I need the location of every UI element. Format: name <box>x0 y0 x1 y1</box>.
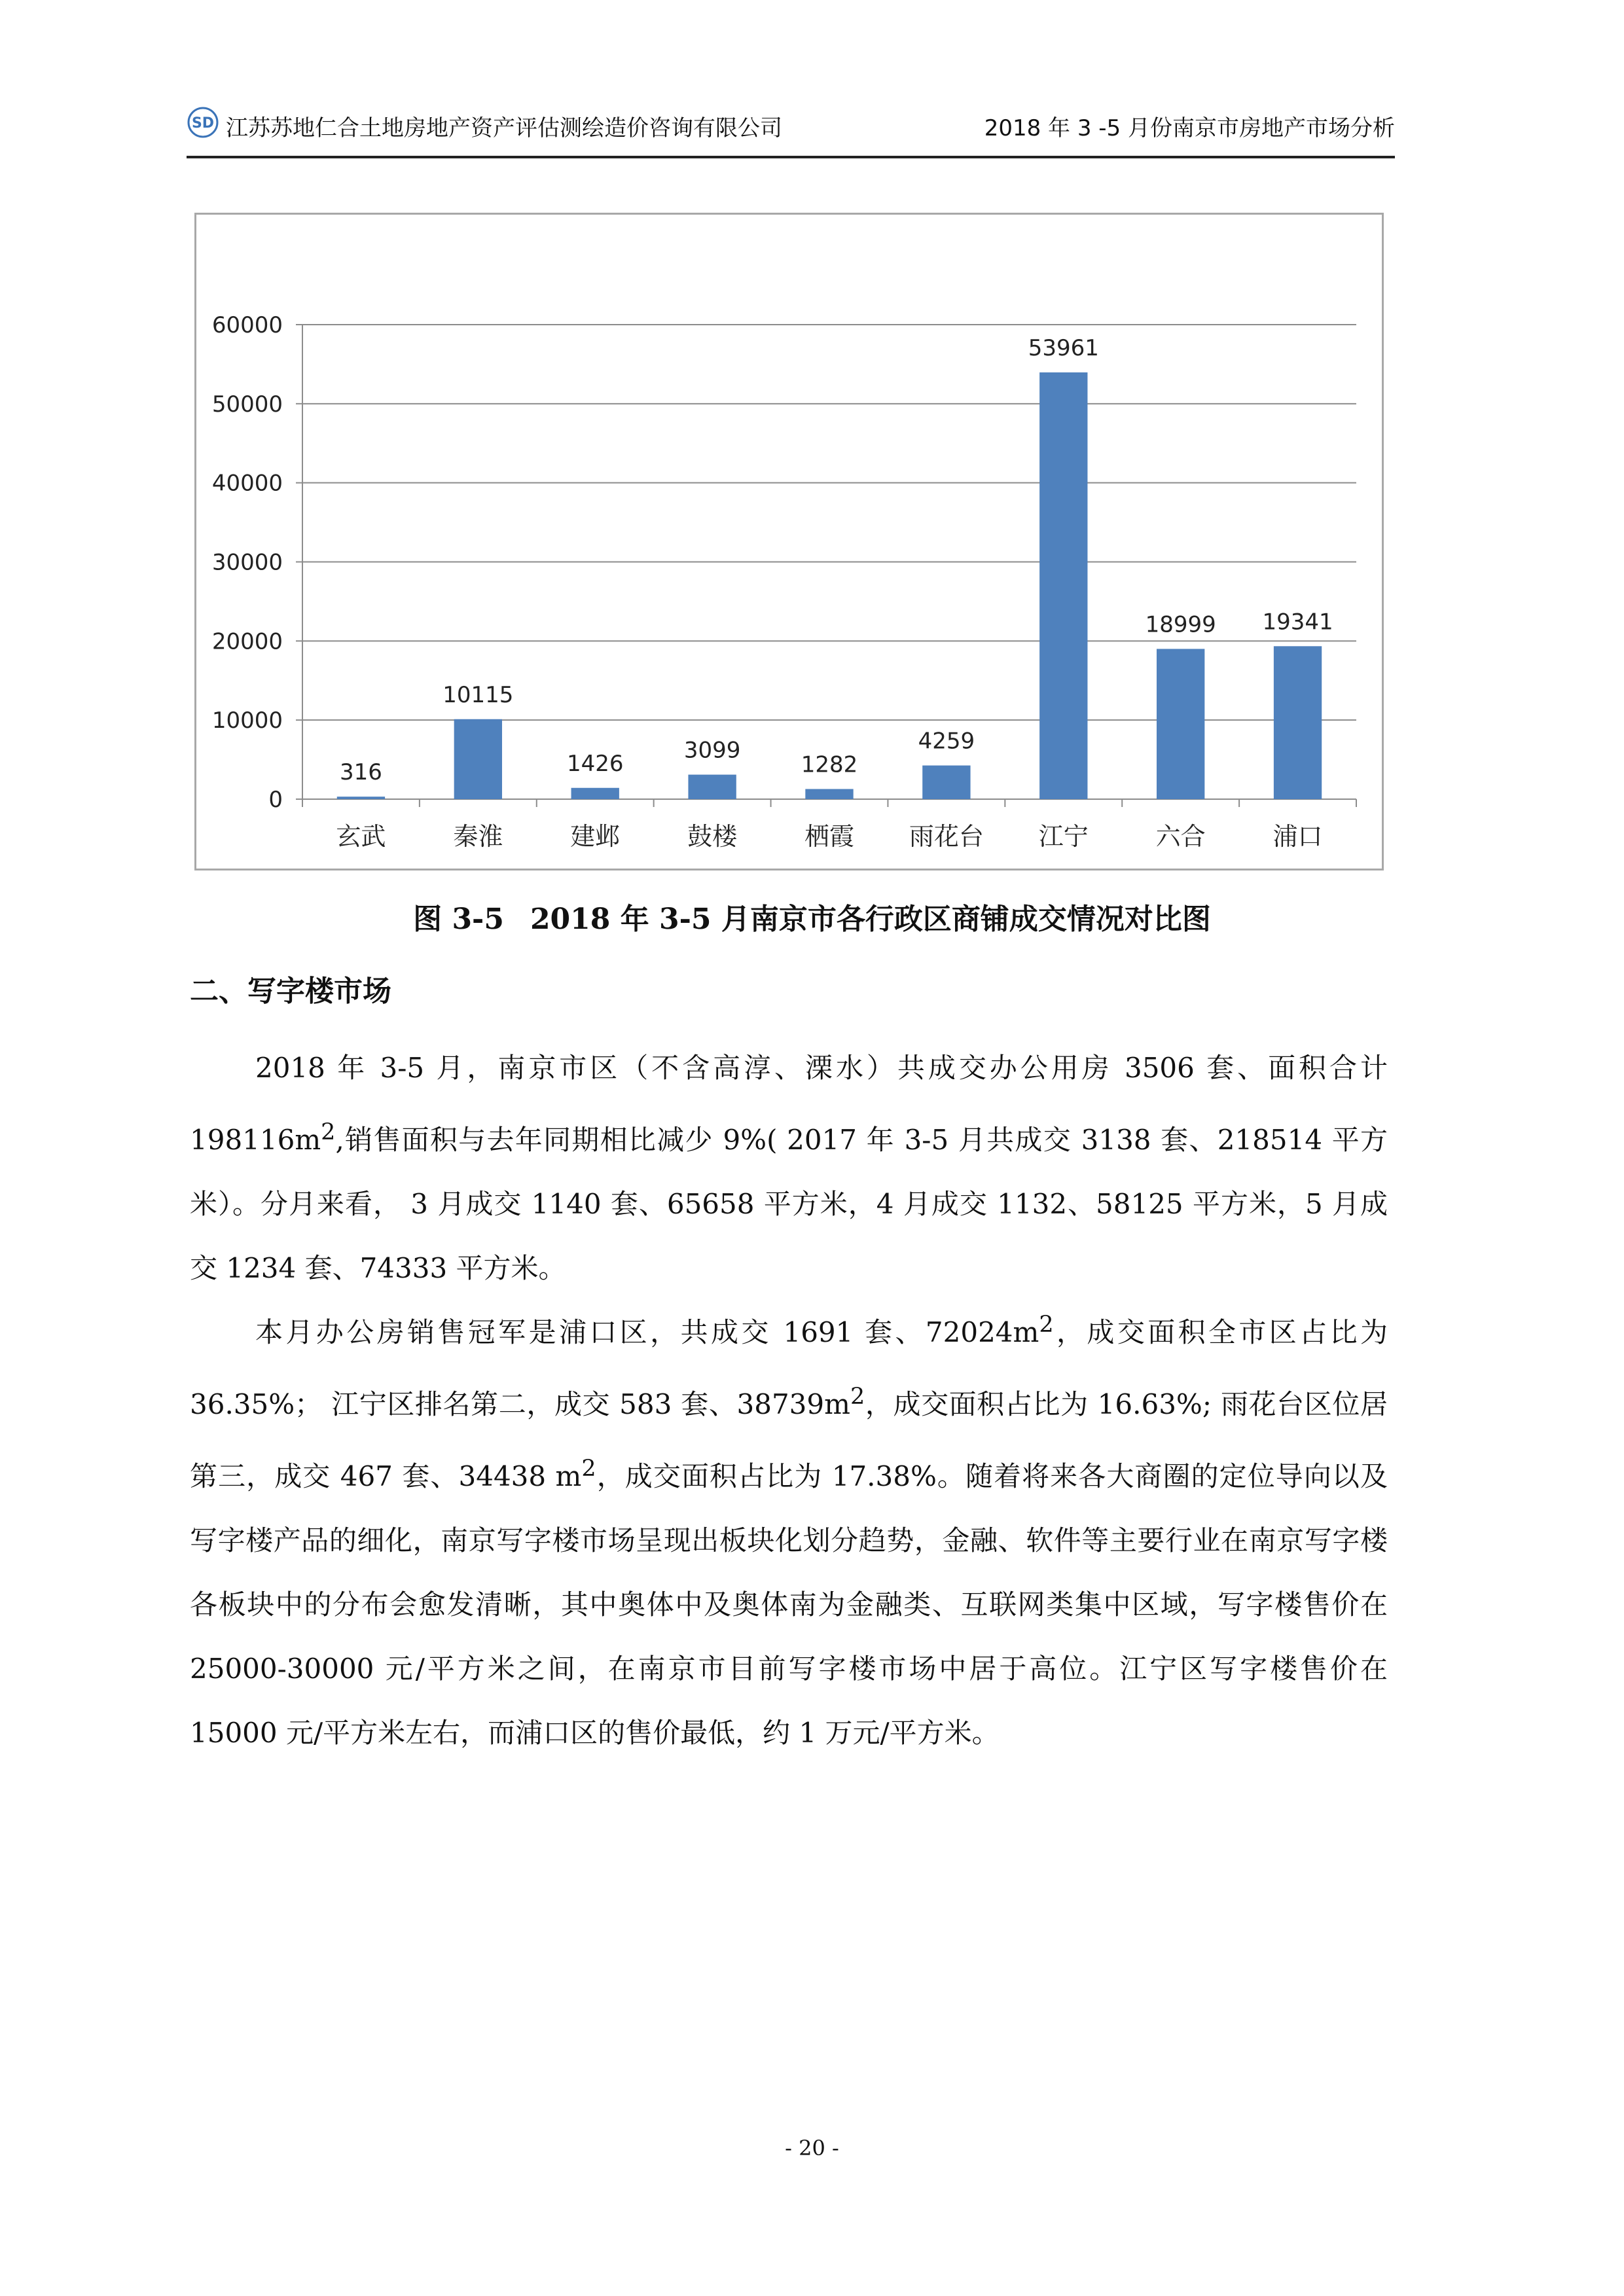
bar <box>454 719 502 799</box>
y-tick-label: 40000 <box>211 470 283 497</box>
section-heading: 二、写字楼市场 <box>190 975 391 1008</box>
page-number: - 20 - <box>785 2136 839 2161</box>
x-tick-label: 六合 <box>1155 822 1206 851</box>
x-tick-label: 鼓楼 <box>687 822 738 851</box>
bar <box>805 789 853 799</box>
superscript: 2 <box>581 1456 596 1482</box>
bar <box>571 788 619 799</box>
x-tick-label: 秦淮 <box>453 822 503 851</box>
data-label: 53961 <box>1028 334 1099 361</box>
bar <box>337 797 385 799</box>
superscript: 2 <box>850 1384 865 1410</box>
x-tick-label: 江宁 <box>1038 822 1089 851</box>
bar <box>1274 646 1322 799</box>
x-tick-label: 雨花台 <box>909 822 984 851</box>
data-label: 19341 <box>1262 609 1333 636</box>
figure-caption-text: 2018 年 3-5 月南京市各行政区商铺成交情况对比图 <box>530 903 1211 936</box>
logo-text: SD <box>191 115 215 132</box>
bar-chart <box>196 215 1382 869</box>
paragraph-2 <box>190 1293 1388 1765</box>
data-label: 18999 <box>1145 611 1216 638</box>
header-divider <box>187 156 1395 158</box>
x-tick-label: 建邺 <box>570 822 621 851</box>
data-label: 10115 <box>442 681 514 708</box>
data-label: 1282 <box>801 751 858 778</box>
paragraph-1-text-b: ,销售面积与去年同期相比减少 9%( 2017 年 3-5 月共成交 3138 套、218514 平方米）。分月来看， 3 月成交 1140 套、65658 平方米，4 月成交 1132、58125 平方米，5 月成交 1234 套、74333 平方米。 <box>190 1124 1388 1284</box>
figure-number: 图 3-5 <box>413 903 504 936</box>
y-tick-label: 60000 <box>211 312 283 338</box>
data-label: 3099 <box>683 737 741 764</box>
bar-chart-frame <box>194 213 1384 870</box>
bar <box>688 775 736 799</box>
bar <box>1039 372 1087 799</box>
superscript: 2 <box>1039 1312 1054 1338</box>
paragraph-1 <box>190 1036 1388 1300</box>
y-tick-label: 0 <box>268 787 283 813</box>
y-tick-label: 50000 <box>211 391 283 418</box>
figure-caption <box>0 895 1624 937</box>
company-name: 江苏苏地仁合土地房地产资产评估测绘造价咨询有限公司 <box>226 115 782 141</box>
paragraph-2-text-b: ，成交面积全市区占比为 36.35%； 江宁区排名第二，成交 583 套、38739m <box>190 1316 1388 1420</box>
y-tick-label: 10000 <box>211 708 283 734</box>
y-tick-label: 20000 <box>211 628 283 655</box>
data-label: 4259 <box>918 728 975 755</box>
x-tick-label: 浦口 <box>1272 822 1323 851</box>
bar <box>922 766 970 799</box>
superscript: 2 <box>321 1119 336 1145</box>
x-tick-label: 栖霞 <box>804 822 855 851</box>
report-title: 2018 年 3 -5 月份南京市房地产市场分析 <box>984 115 1395 141</box>
data-label: 316 <box>339 759 382 786</box>
paragraph-2-text-c: ，成交面积占比为 16.63%; 雨花台区位居第三，成交 467 套、34438 m <box>190 1388 1388 1492</box>
page-header <box>187 103 1395 151</box>
paragraph-1-text-a: 2018 年 3-5 月，南京市区（不含高淳、溧水）共成交办公用房 3506 套、面积合计 198116m <box>190 1052 1388 1156</box>
chart-bars <box>337 372 1322 799</box>
company-logo-icon <box>187 106 219 139</box>
paragraph-2-text-d: ，成交面积占比为 17.38%。随着将来各大商圈的定位导向以及写字楼产品的细化，南京写字楼市场呈现出板块化划分趋势，金融、软件等主要行业在南京写字楼各板块中的分布会愈发清晰，其中奥体中及奥体南为金融类、互联网类集中区域，写字楼售价在 25000-30000 元/平方米之间，在南京市目前写字楼市场中居于高位。江宁区写字楼售价在 15000 元/平方米左右，而浦口区的售价最低，约 1 万元/平方米。 <box>190 1460 1388 1749</box>
data-label: 1426 <box>566 750 624 777</box>
x-tick-label: 玄武 <box>336 822 386 851</box>
paragraph-2-text-a: 本月办公房销售冠军是浦口区，共成交 1691 套、72024m <box>255 1316 1039 1348</box>
bar <box>1157 649 1204 799</box>
y-tick-label: 30000 <box>211 549 283 576</box>
